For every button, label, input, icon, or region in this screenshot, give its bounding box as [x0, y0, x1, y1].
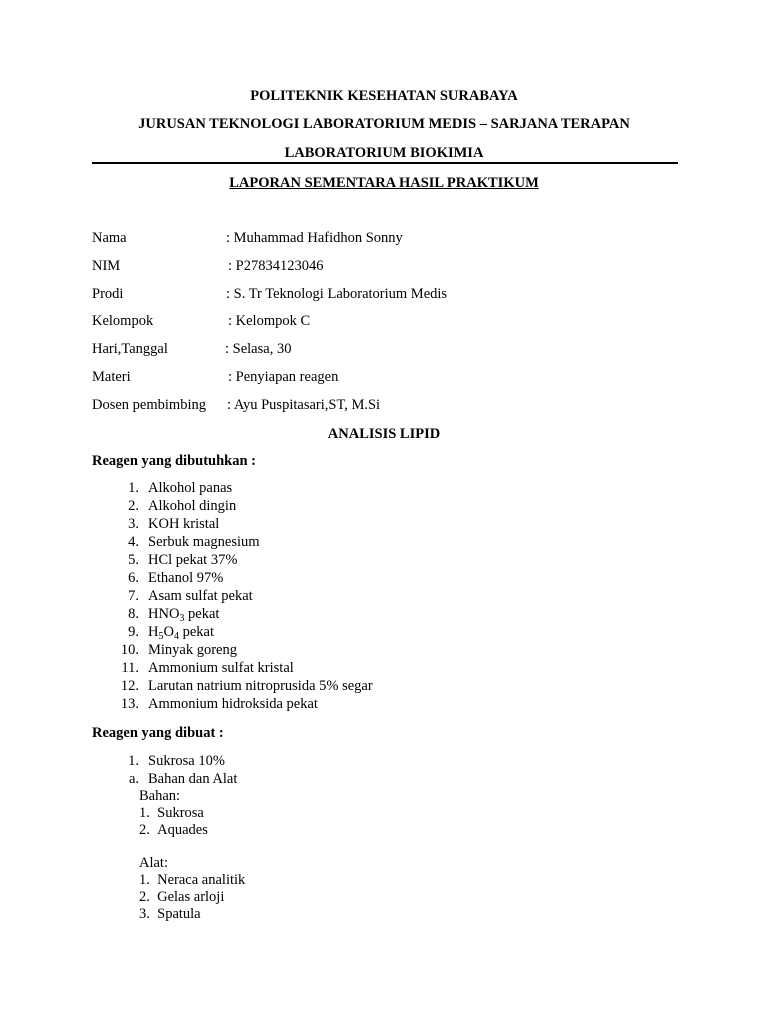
- list-item: 1. Sukrosa: [139, 805, 204, 821]
- reagents-needed-heading: Reagen yang dibutuhkan :: [92, 453, 256, 469]
- identity-value: : Ayu Puspitasari,ST, M.Si: [227, 397, 381, 413]
- list-item: 3. KOH kristal: [128, 516, 220, 532]
- reagents-made-heading: Reagen yang dibuat :: [92, 725, 224, 741]
- list-item: 1. Alkohol panas: [128, 480, 233, 496]
- section-title: ANALISIS LIPID: [327, 426, 441, 442]
- list-item: 2. Gelas arloji: [139, 889, 225, 905]
- list-item: 2. Alkohol dingin: [128, 498, 237, 514]
- alat-label: Alat:: [139, 855, 168, 871]
- list-item: 10. Minyak goreng: [120, 642, 237, 658]
- identity-value: : Selasa, 30: [225, 341, 292, 357]
- identity-label: Materi: [92, 369, 131, 385]
- identity-value: : Kelompok C: [228, 313, 311, 329]
- header-divider: [92, 162, 678, 164]
- institution-title: POLITEKNIK KESEHATAN SURABAYA: [250, 88, 518, 104]
- identity-label: Kelompok: [92, 313, 154, 329]
- list-item: 9. $H_5O_4$ pekat: [128, 624, 214, 642]
- identity-label: Nama: [92, 230, 127, 246]
- list-item: 8. $HNO_3$ pekat: [128, 606, 220, 624]
- identity-label: Hari,Tanggal: [92, 341, 168, 357]
- identity-value: : P27834123046: [228, 258, 324, 274]
- identity-label: Dosen pembimbing: [92, 397, 206, 413]
- list-item: 12. Larutan natrium nitroprusida 5% segar: [120, 678, 373, 694]
- list-item: 4. Serbuk magnesium: [128, 534, 260, 550]
- identity-value: : Muhammad Hafidhon Sonny: [226, 230, 403, 246]
- list-item: 13. Ammonium hidroksida pekat: [120, 696, 318, 712]
- lab-title: LABORATORIUM BIOKIMIA: [284, 145, 484, 161]
- list-item: 6. Ethanol 97%: [128, 570, 224, 586]
- report-title: LAPORAN SEMENTARA HASIL PRAKTIKUM: [229, 175, 539, 191]
- list-item: 5. HCl pekat 37%: [128, 552, 238, 568]
- list-item: 11. Ammonium sulfat kristal: [121, 660, 294, 676]
- identity-label: NIM: [92, 258, 121, 274]
- department-title: JURUSAN TEKNOLOGI LABORATORIUM MEDIS – SARJANA TERAPAN: [138, 116, 630, 132]
- list-item: 1. Sukrosa 10%: [128, 753, 225, 769]
- list-item: 2. Aquades: [139, 822, 208, 838]
- list-item: 1. Neraca analitik: [139, 872, 246, 888]
- identity-value: : S. Tr Teknologi Laboratorium Medis: [226, 286, 448, 302]
- list-item: a. Bahan dan Alat: [128, 771, 238, 787]
- identity-label: Prodi: [92, 286, 124, 302]
- identity-value: : Penyiapan reagen: [228, 369, 339, 385]
- bahan-label: Bahan:: [139, 788, 181, 804]
- list-item: 3. Spatula: [139, 906, 201, 922]
- list-item: 7. Asam sulfat pekat: [128, 588, 253, 604]
